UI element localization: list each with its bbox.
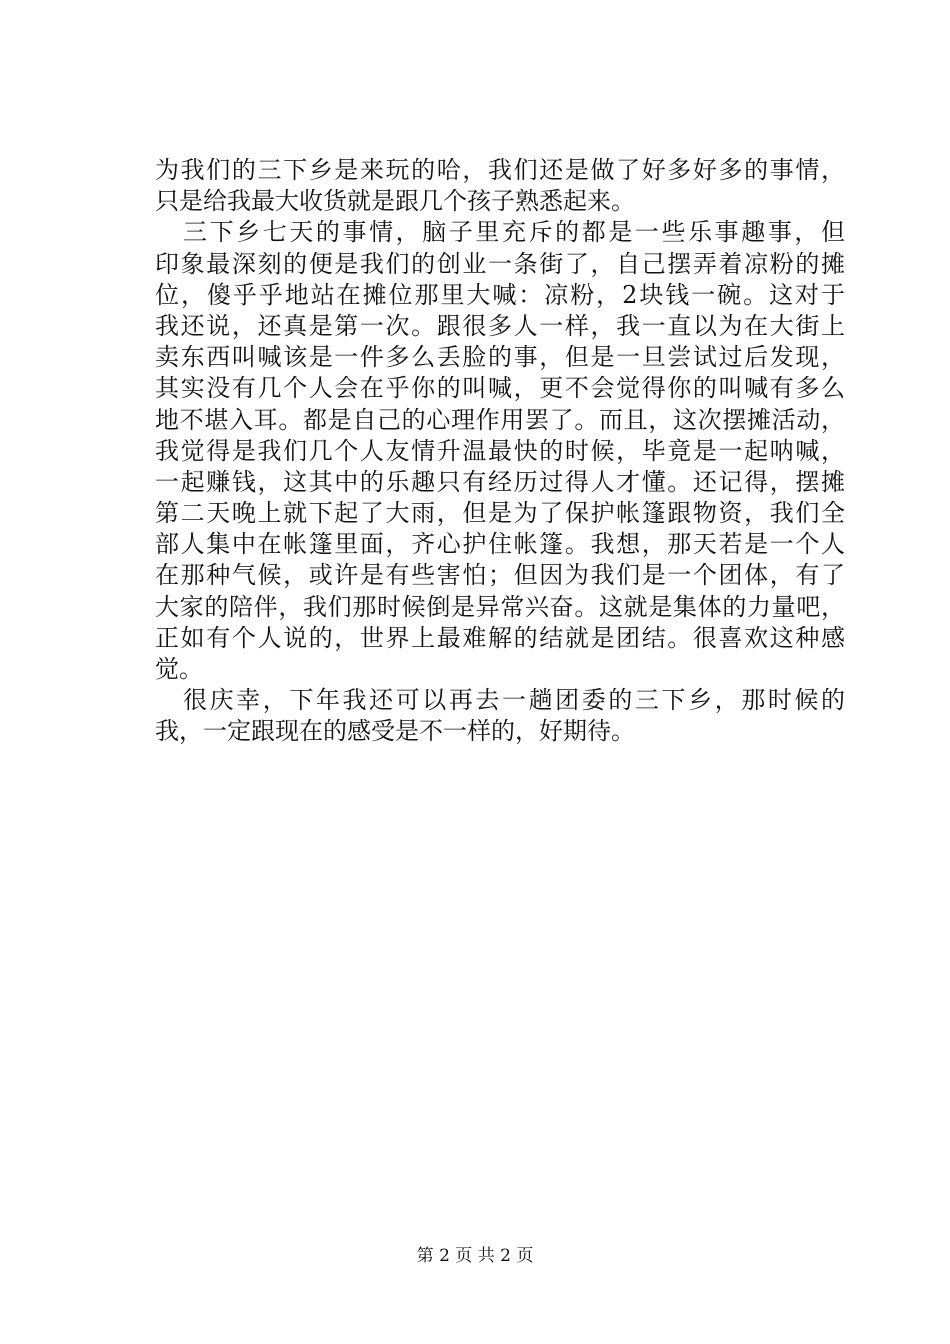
text-line: 部人集中在帐篷里面，齐心护住帐篷。我想，那天若是一个人 (155, 530, 845, 559)
page-number-footer: 第 2 页 共 2 页 (416, 1246, 534, 1266)
text-line: 印象最深刻的便是我们的创业一条街了，自己摆弄着凉粉的摊 (155, 249, 845, 278)
text-line: 一起赚钱，这其中的乐趣只有经历过得人才懂。还记得，摆摊 (155, 467, 845, 496)
text-line: 我觉得是我们几个人友情升温最快的时候，毕竟是一起呐喊， (155, 436, 845, 465)
text-line: 第二天晚上就下起了大雨，但是为了保护帐篷跟物资，我们全 (155, 499, 845, 528)
text-line: 其实没有几个人会在乎你的叫喊，更不会觉得你的叫喊有多么 (155, 374, 845, 403)
body-text (155, 155, 845, 748)
text-line: 很庆幸，下年我还可以再去一趟团委的三下乡，那时候的 (183, 686, 845, 715)
text-line: 大家的陪伴，我们那时候倒是异常兴奋。这就是集体的力量吧， (155, 592, 845, 621)
text-line: 为我们的三下乡是来玩的哈，我们还是做了好多好多的事情， (155, 156, 845, 184)
text-line: 三下乡七天的事情，脑子里充斥的都是一些乐事趣事，但 (183, 218, 845, 247)
text-line: 我，一定跟现在的感受是不一样的，好期待。 (155, 717, 635, 746)
text-line: 我还说，还真是第一次。跟很多人一样，我一直以为在大街上 (155, 311, 845, 340)
text-line: 正如有个人说的，世界上最难解的结就是团结。很喜欢这种感 (155, 623, 845, 652)
text-line: 只是给我最大收货就是跟几个孩子熟悉起来。 (155, 187, 635, 216)
text-line: 卖东西叫喊该是一件多么丢脸的事，但是一旦尝试过后发现， (155, 343, 845, 372)
text-line: 地不堪入耳。都是自己的心理作用罢了。而且，这次摆摊活动， (155, 405, 845, 434)
text-line: 在那种气候，或许是有些害怕；但因为我们是一个团体，有了 (155, 561, 845, 590)
text-line: 位，傻乎乎地站在摊位那里大喊：凉粉，2块钱一碗。这对于 (155, 280, 845, 309)
text-line: 觉。 (155, 655, 203, 683)
